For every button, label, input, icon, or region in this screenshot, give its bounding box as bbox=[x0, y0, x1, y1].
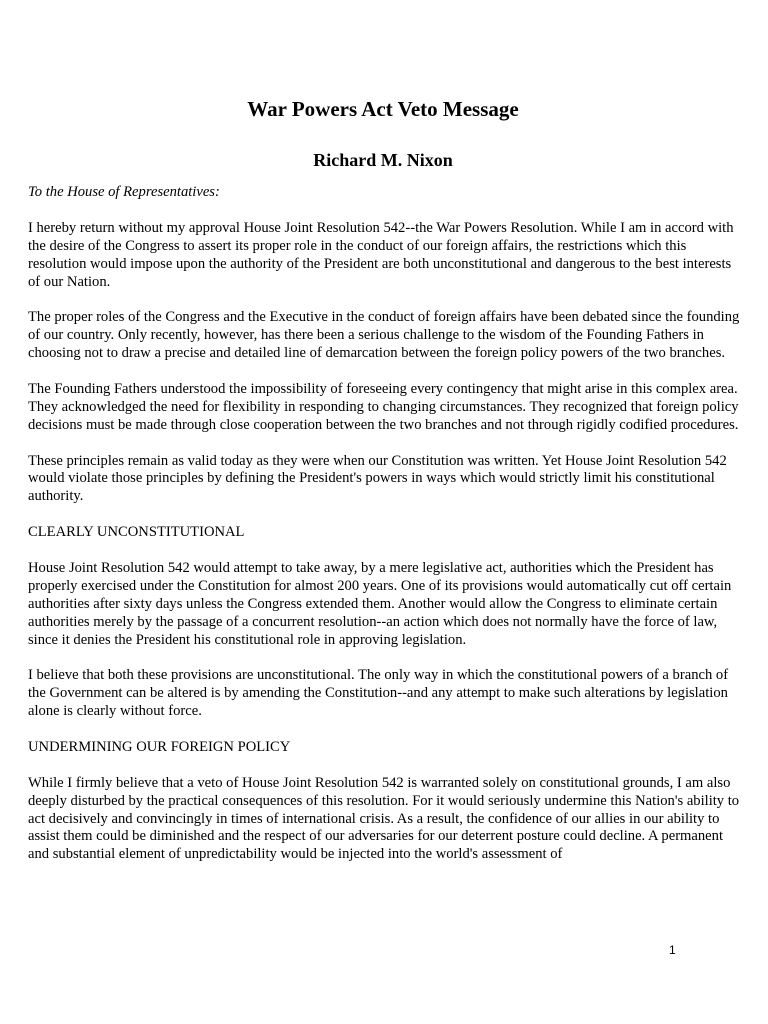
section-heading: CLEARLY UNCONSTITUTIONAL bbox=[28, 524, 245, 541]
paragraph: These principles remain as valid today as they were when our Constitution was written. Yet House Joint Resolution 542 would violate those principles by defining the President's powers in ways which would strictly limit his constitutional authority. bbox=[28, 452, 727, 505]
paragraph: I hereby return without my approval House Joint Resolution 542--the War Powers Resolution. While I am in accord with the desire of the Congress to assert its proper role in the conduct of our foreign affairs, the restrictions which this resolution would impose upon the authority of the President are both unconstitutional and dangerous to the best interests of our Nation. bbox=[28, 219, 734, 290]
salutation: To the House of Representatives: bbox=[28, 184, 220, 200]
document-author: Richard M. Nixon bbox=[313, 150, 453, 170]
paragraph: The Founding Fathers understood the impossibility of foreseeing every contingency that might arise in this complex area. They acknowledged the need for flexibility in responding to changing circumstances. They recognized that foreign policy decisions must be made through close cooperation between the two branches and not through rigidly codified procedures. bbox=[28, 380, 739, 433]
paragraph: I believe that both these provisions are unconstitutional. The only way in which the constitutional powers of a branch of the Government can be altered is by amending the Constitution--and any attempt to make such alterations by legislation alone is clearly without force. bbox=[28, 667, 729, 720]
paragraph: The proper roles of the Congress and the Executive in the conduct of foreign affairs have been debated since the founding of our country. Only recently, however, has there been a serious challenge to the wisdom of the Founding Fathers in choosing not to draw a precise and detailed line of demarcation between the foreign policy powers of the two branches. bbox=[28, 309, 740, 362]
paragraph: House Joint Resolution 542 would attempt to take away, by a mere legislative act, authorities which the President has properly exercised under the Constitution for almost 200 years. One of its provisions would automatically cut off certain authorities after sixty days unless the Congress extended them. Another would allow the Congress to eliminate certain authorities merely by the passage of a concurrent resolution--an action which does not normally have the force of law, since it denies the President his constitutional role in approving legislation. bbox=[28, 559, 732, 648]
paragraph: While I firmly believe that a veto of House Joint Resolution 542 is warranted solely on constitutional grounds, I am also deeply disturbed by the practical consequences of this resolution. For it would seriously undermine this Nation's ability to act decisively and convincingly in times of international crisis. As a result, the confidence of our allies in our ability to assist them could be diminished and the respect of our adversaries for our deterrent posture could decline. A permanent and substantial element of unpredictability would be injected into the world's assessment of bbox=[28, 774, 740, 863]
section-heading: UNDERMINING OUR FOREIGN POLICY bbox=[28, 738, 291, 755]
document-title: War Powers Act Veto Message bbox=[247, 97, 519, 121]
page-number: 1 bbox=[669, 943, 676, 957]
document-body bbox=[28, 184, 740, 882]
